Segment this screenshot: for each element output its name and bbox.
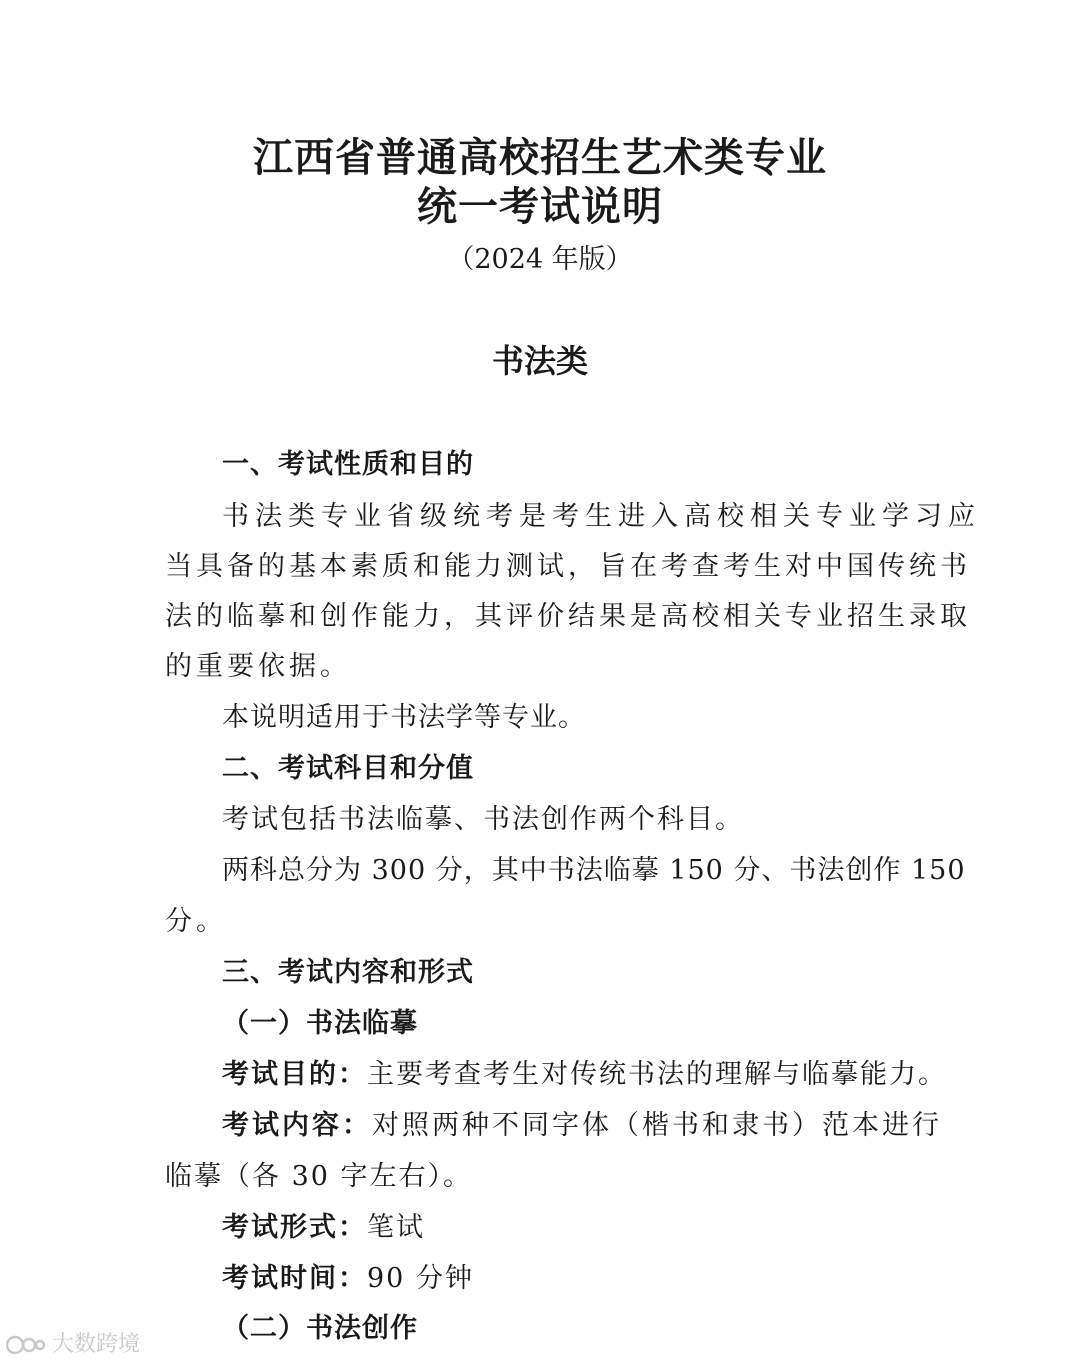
section-2-subjects-text: 考试包括书法临摹、书法创作两个科目。 [222, 804, 744, 835]
section-2-scores-line: 两科总分为 300 分，其中书法临摹 150 分、书法创作 150 [222, 855, 966, 886]
exam-form-row [222, 1210, 425, 1246]
watermark [6, 1330, 140, 1360]
section-1-scope-text: 本说明适用于书法学等专业。 [222, 702, 586, 733]
watermark-text: 大数跨境 [52, 1332, 141, 1357]
exam-time-label: 考试时间： [222, 1263, 367, 1294]
category-heading: 书法类 [491, 342, 588, 380]
exam-purpose-label: 考试目的： [222, 1059, 367, 1090]
section-2-heading: 二、考试科目和分值 [222, 753, 474, 784]
document-title-line-1: 江西省普通高校招生艺术类专业 [253, 135, 827, 181]
exam-time-text: 90 分钟 [367, 1263, 474, 1294]
section-1-para-line: 的重要依据。 [165, 651, 351, 682]
exam-content-text: 对照两种不同字体（楷书和隶书）范本进行 [372, 1110, 942, 1141]
subsection-2-heading: （二）书法创作 [222, 1313, 418, 1344]
section-1-heading: 一、考试性质和目的 [222, 449, 474, 480]
exam-purpose-row [222, 1057, 947, 1093]
section-1-para-line: 法的临摹和创作能力，其评价结果是高校相关专业招生录取 [165, 601, 971, 632]
exam-form-label: 考试形式： [222, 1212, 367, 1243]
brand-logo-icon [6, 1332, 46, 1358]
exam-content-text-cont: 临摹（各 30 字左右）。 [165, 1161, 473, 1192]
section-2-scores-line: 分。 [165, 906, 227, 937]
document-title-line-2: 统一考试说明 [417, 184, 663, 230]
subsection-1-heading: （一）书法临摹 [222, 1008, 418, 1039]
section-1-para-line: 当具备的基本素质和能力测试，旨在考查考生对中国传统书 [165, 551, 971, 582]
exam-time-row [222, 1261, 474, 1297]
exam-form-text: 笔试 [367, 1212, 425, 1243]
section-3-heading: 三、考试内容和形式 [222, 957, 474, 988]
exam-content-row [222, 1108, 942, 1144]
edition-label: （2024 年版） [447, 244, 633, 275]
section-1-para-line: 书法类专业省级统考是考生进入高校相关专业学习应 [222, 501, 981, 532]
exam-content-label: 考试内容： [222, 1110, 372, 1141]
exam-purpose-text: 主要考查考生对传统书法的理解与临摹能力。 [367, 1059, 947, 1090]
